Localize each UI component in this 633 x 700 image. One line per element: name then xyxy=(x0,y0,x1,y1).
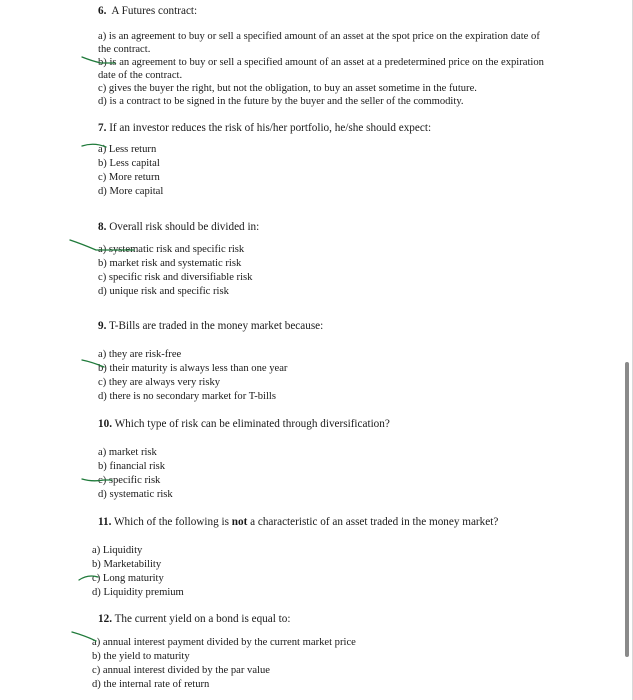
option-a: a) systematic risk and specific risk xyxy=(98,244,245,255)
option-c: c) More return xyxy=(98,172,160,183)
option-b: b) the yield to maturity xyxy=(92,651,190,662)
question-text: Which type of risk can be eliminated through diversification? xyxy=(114,418,390,430)
option-d: d) More capital xyxy=(98,186,164,197)
question-text: If an investor reduces the risk of his/her portfolio, he/she should expect: xyxy=(109,122,432,134)
option-d: d) there is no secondary market for T-bills xyxy=(98,391,276,402)
option-c: c) they are always very risky xyxy=(98,377,221,388)
option-a: a) annual interest payment divided by the current market price xyxy=(92,637,356,648)
question-number: 8. xyxy=(98,221,107,233)
question-text: Overall risk should be divided in: xyxy=(109,221,260,233)
question-number: 9. xyxy=(98,320,107,332)
question-text-post: a characteristic of an asset traded in the money market? xyxy=(250,516,499,528)
option-d: d) Liquidity premium xyxy=(92,587,184,598)
option-a: a) is an agreement to buy or sell a specified amount of an asset at the spot price on the expiration date of the contract. xyxy=(98,31,540,55)
question-number: 10. xyxy=(98,418,112,430)
option-a: a) market risk xyxy=(98,447,157,458)
option-d: d) the internal rate of return xyxy=(92,679,210,690)
question-text: T-Bills are traded in the money market because: xyxy=(109,320,324,332)
option-b: b) market risk and systematic risk xyxy=(98,258,242,269)
option-d: d) is a contract to be signed in the future by the buyer and the seller of the commodity. xyxy=(98,96,464,107)
option-c: c) gives the buyer the right, but not the obligation, to buy an asset sometime in the future. xyxy=(98,83,477,94)
option-b: b) is an agreement to buy or sell a specified amount of an asset at a predetermined price on the expiration date of the contract. xyxy=(98,57,544,81)
option-d: d) systematic risk xyxy=(98,489,173,500)
question-number: 6. xyxy=(98,5,107,17)
question-number: 7. xyxy=(98,122,107,134)
option-c: c) specific risk and diversifiable risk xyxy=(98,272,253,283)
question-text: The current yield on a bond is equal to: xyxy=(114,613,291,625)
question-number: 11. xyxy=(98,516,112,528)
question-text-emphasis: not xyxy=(231,516,248,528)
option-b: b) financial risk xyxy=(98,461,166,472)
option-b: b) their maturity is always less than one year xyxy=(98,363,288,374)
scrollbar-thumb[interactable] xyxy=(625,362,629,657)
question-text-pre: Which of the following is xyxy=(113,516,229,528)
option-d: d) unique risk and specific risk xyxy=(98,286,229,297)
option-c: c) annual interest divided by the par value xyxy=(92,665,270,676)
question-text: A Futures contract: xyxy=(111,5,198,17)
option-c: c) Long maturity xyxy=(92,573,164,584)
option-a: a) Less return xyxy=(98,144,157,155)
question-number: 12. xyxy=(98,613,112,625)
option-b: b) Less capital xyxy=(98,158,160,169)
option-c: c) specific risk xyxy=(98,475,161,486)
option-b: b) Marketability xyxy=(92,559,162,570)
option-a: a) they are risk-free xyxy=(98,349,182,360)
option-a: a) Liquidity xyxy=(92,545,143,556)
